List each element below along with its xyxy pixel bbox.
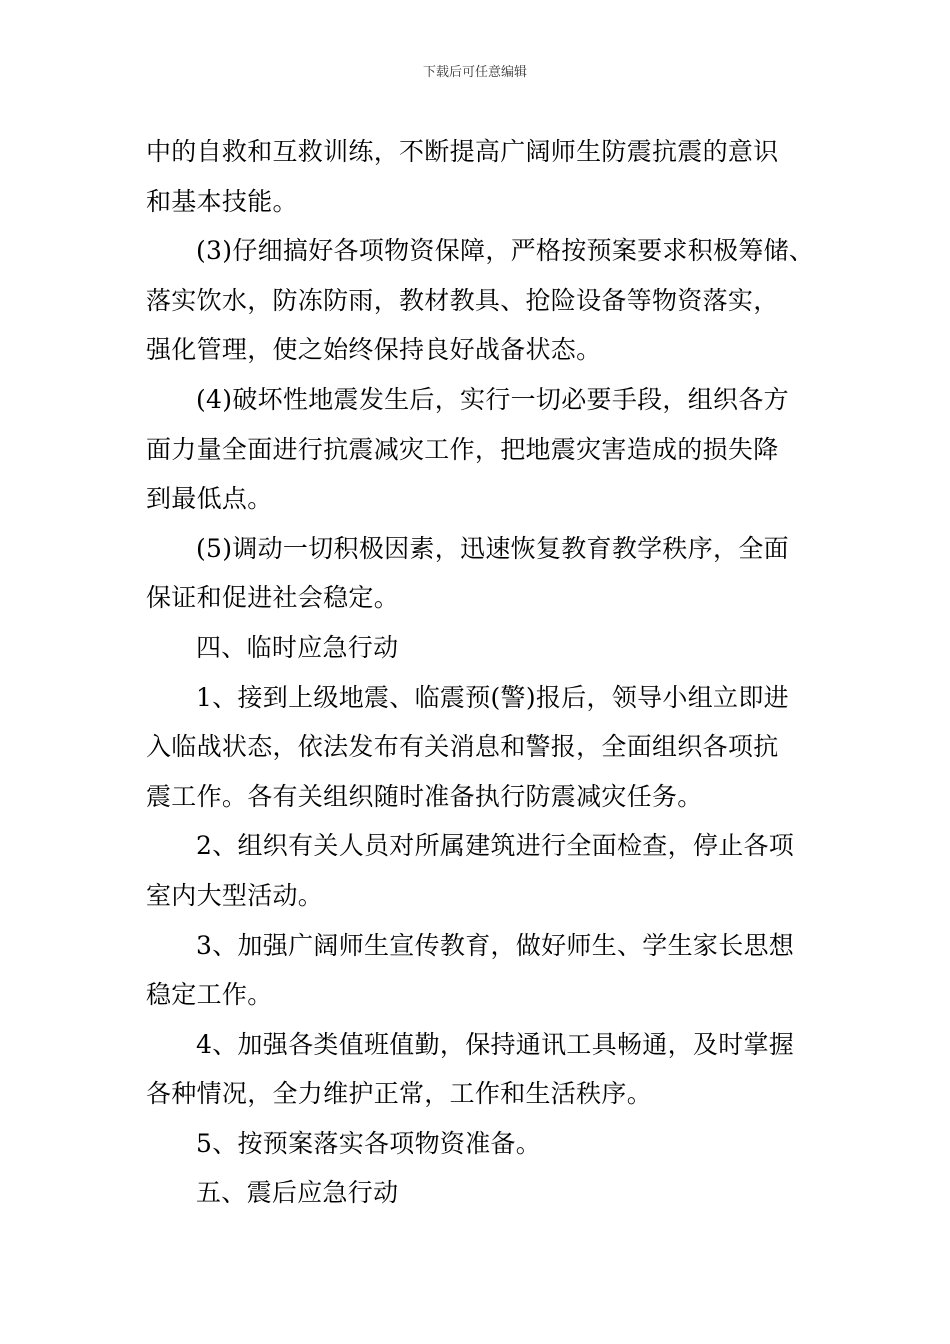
text-line-4: 落实饮水，防冻防雨，教材教具、抢险设备等物资落实， bbox=[146, 285, 779, 315]
text-line-13: 入临战状态，依法发布有关消息和警报，全面组织各项抗 bbox=[146, 732, 779, 762]
document-body bbox=[146, 127, 836, 1218]
text-line-12: 1、接到上级地震、临震预(警)报后，领导小组立即进 bbox=[196, 682, 789, 712]
text-line-21: 5、按预案落实各项物资准备。 bbox=[196, 1128, 542, 1158]
text-line-19: 4、加强各类值班值勤，保持通讯工具畅通，及时掌握 bbox=[196, 1029, 795, 1059]
text-line-1: 中的自救和互救训练，不断提高广阔师生防震抗震的意识 bbox=[146, 137, 779, 166]
text-line-5: 强化管理，使之始终保持良好战备状态。 bbox=[146, 335, 602, 365]
text-line-2: 和基本技能。 bbox=[146, 186, 298, 216]
section-heading-4: 四、临时应急行动 bbox=[196, 632, 399, 662]
page-header: 下载后可任意编辑 bbox=[422, 65, 527, 80]
text-line-7: 面力量全面进行抗震减灾工作，把地震灾害造成的损失降 bbox=[146, 434, 779, 464]
text-line-10: 保证和促进社会稳定。 bbox=[146, 583, 400, 613]
text-line-20: 各种情况，全力维护正常，工作和生活秩序。 bbox=[146, 1079, 653, 1109]
section-heading-5: 五、震后应急行动 bbox=[196, 1178, 399, 1208]
text-line-15: 2、组织有关人员对所属建筑进行全面检查，停止各项 bbox=[196, 831, 795, 861]
text-line-17: 3、加强广阔师生宣传教育，做好师生、学生家长思想 bbox=[196, 930, 795, 960]
text-line-18: 稳定工作。 bbox=[146, 980, 273, 1010]
text-line-9: (5)调动一切积极因素，迅速恢复教育教学秩序，全面 bbox=[196, 533, 789, 563]
text-line-14: 震工作。各有关组织随时准备执行防震减灾任务。 bbox=[146, 781, 703, 811]
text-line-8: 到最低点。 bbox=[146, 484, 273, 514]
text-line-3: (3)仔细搞好各项物资保障，严格按预案要求积极筹储、 bbox=[196, 236, 815, 266]
text-line-6: (4)破坏性地震发生后，实行一切必要手段，组织各方 bbox=[196, 384, 789, 414]
text-line-16: 室内大型活动。 bbox=[146, 880, 324, 910]
